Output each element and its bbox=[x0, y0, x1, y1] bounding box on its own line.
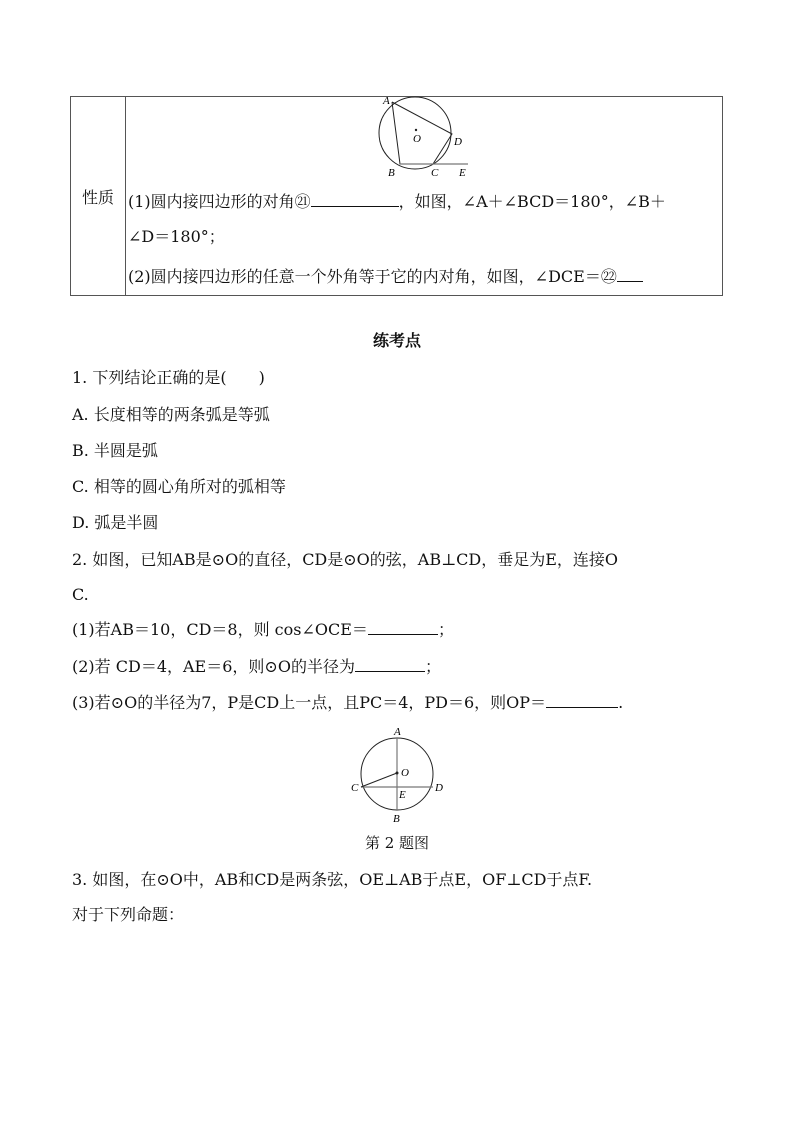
q2-part2: (2)若 CD＝4，AE＝6，则⊙O的半径为 bbox=[72, 657, 355, 676]
q3-stem-cont: 对于下列命题： bbox=[72, 905, 185, 924]
label-B: B bbox=[388, 167, 395, 179]
table-label: 性质 bbox=[71, 97, 126, 296]
punct: ； bbox=[424, 657, 441, 676]
label-A: A bbox=[394, 726, 401, 738]
label-D: D bbox=[454, 136, 462, 148]
q2-figure bbox=[345, 722, 450, 830]
label-O: O bbox=[413, 133, 421, 145]
label-E: E bbox=[459, 167, 466, 179]
q2-part1: (1)若AB＝10，CD＝8，则 cos∠OCE＝ bbox=[72, 620, 368, 639]
q2-stem-cont: C. bbox=[72, 585, 89, 604]
q2-blank-1[interactable] bbox=[368, 618, 438, 635]
label-C: C bbox=[351, 782, 359, 794]
answer-blank-21[interactable] bbox=[311, 190, 399, 207]
label-A: A bbox=[383, 95, 390, 107]
property-2: (2)圆内接四边形的任意一个外角等于它的内对角，如图，∠DCE＝㉒ bbox=[128, 267, 617, 286]
q3-stem: 3. 如图，在⊙O中，AB和CD是两条弦，OE⊥AB于点E，OF⊥CD于点F. bbox=[72, 870, 593, 889]
label-D: D bbox=[435, 782, 443, 794]
q2-caption: 第 2 题图 bbox=[364, 834, 430, 852]
q2-part3: (3)若⊙O的半径为7，P是CD上一点，且PC＝4，PD＝6，则OP＝ bbox=[72, 693, 547, 712]
answer-blank-22[interactable] bbox=[617, 265, 643, 282]
q1-option-a: A. 长度相等的两条弧是等弧 bbox=[72, 405, 270, 424]
q1-option-b: B. 半圆是弧 bbox=[72, 441, 158, 460]
property-1-cont: ，如图，∠A＋∠BCD＝180°，∠B＋ bbox=[398, 192, 666, 211]
q1-stem: 1. 下列结论正确的是( ) bbox=[72, 368, 265, 387]
cyclic-quadrilateral-figure bbox=[370, 92, 480, 182]
label-E: E bbox=[399, 789, 406, 801]
section-title: 练考点 bbox=[372, 331, 421, 350]
q2-stem: 2. 如图，已知AB是⊙O的直径，CD是⊙O的弦，AB⊥CD，垂足为E，连接O bbox=[72, 550, 619, 569]
q2-blank-2[interactable] bbox=[355, 655, 425, 672]
property-1-line2: ∠D＝180°； bbox=[128, 227, 225, 246]
q2-blank-3[interactable] bbox=[546, 691, 618, 708]
label-C: C bbox=[431, 167, 439, 179]
property-1: (1)圆内接四边形的对角㉑ bbox=[128, 192, 311, 211]
q1-option-c: C. 相等的圆心角所对的弧相等 bbox=[72, 477, 286, 496]
label-B: B bbox=[393, 813, 400, 825]
punct: . bbox=[618, 693, 624, 712]
label-O: O bbox=[401, 767, 409, 779]
q1-option-d: D. 弧是半圆 bbox=[72, 513, 159, 532]
punct: ； bbox=[437, 620, 454, 639]
